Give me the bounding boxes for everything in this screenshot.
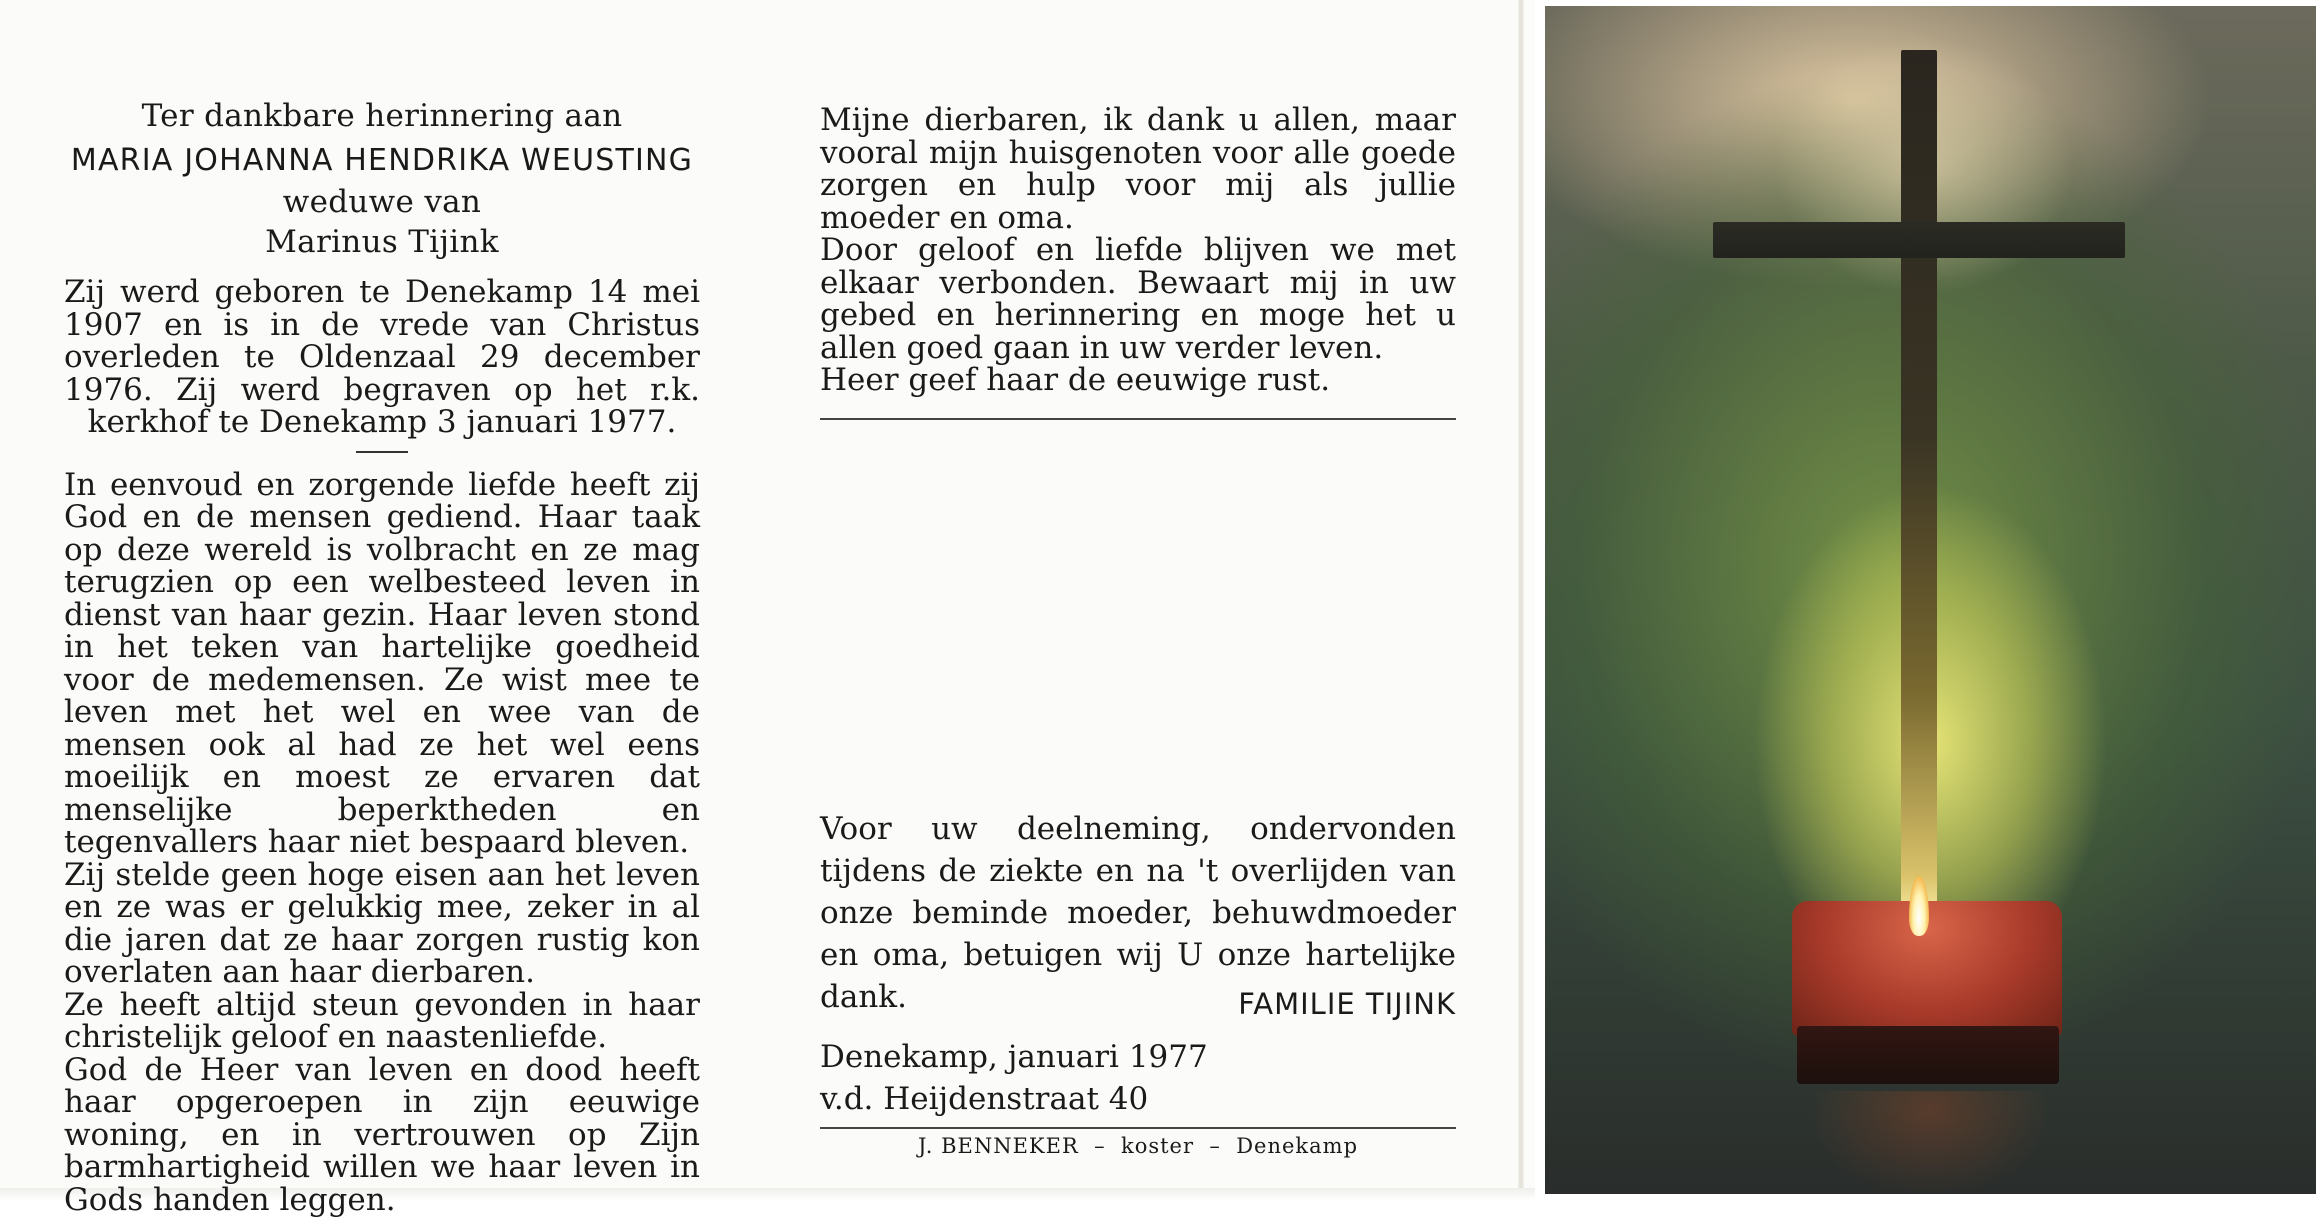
prayer-paragraph: Mijne dierbaren, ik dank u allen, maar vooral mijn huisgenoten voor alle goede zorgen en hulp voor mij als jullie moeder en oma. [820, 102, 1456, 236]
prayer-text [820, 104, 1456, 397]
deceased-name: MARIA JOHANNA HENDRIKA WEUSTING [70, 143, 694, 178]
prayer-divider [820, 418, 1456, 420]
left-column [64, 96, 700, 1216]
candle-base [1797, 1026, 2059, 1084]
tribute-paragraph: God de Heer van leven en dood heeft haar opgeroepen in zijn eeuwige woning, en in vertrouwen op Zijn barmhartigheid willen we haar leven in Gods handen leggen. [64, 1051, 700, 1218]
tribute-text [64, 466, 700, 1218]
widow-of-line: weduwe van [282, 184, 482, 220]
thanks-paragraph: Voor uw deelneming, ondervonden tijdens de ziekte en na 't overlijden van onze beminde moeder, behuwdmoeder en oma, betuigen wij U onze hartelijke dank. [820, 811, 1456, 1015]
family-signature: FAMILIE TIJINK [1238, 987, 1456, 1021]
intro-line: Ter dankbare herinnering aan [141, 98, 623, 134]
spouse-name: Marinus Tijink [265, 224, 499, 260]
tribute-paragraph: Ze heeft altijd steun gevonden in haar christelijk geloof en naastenliefde. [64, 986, 700, 1055]
candle-reflection [1815, 1091, 2045, 1191]
cross-icon [1901, 50, 1937, 910]
place-and-address [820, 1036, 1208, 1120]
printer-divider [820, 1127, 1456, 1129]
place-date: Denekamp, januari 1977 [820, 1039, 1208, 1075]
address-line: v.d. Heijdenstraat 40 [820, 1081, 1149, 1117]
short-divider [356, 451, 408, 453]
prayer-paragraph: Heer geef haar de eeuwige rust. [820, 362, 1331, 398]
card-fold [1518, 0, 1524, 1188]
tribute-paragraph: Zij stelde geen hoge eisen aan het leven en ze was er gelukkig mee, zeker in al die jaren dat ze haar zorgen rustig kon overlaten aan haar dierbaren. [64, 856, 700, 990]
tribute-paragraph: In eenvoud en zorgende liefde heeft zij God en de mensen gediend. Haar taak op deze wereld is volbracht en ze mag terugzien op een welbesteed leven in dienst van haar gezin. Haar leven stond in het teken van hartelijke goedheid voor de medemensen. Ze wist mee te leven met het wel en wee van de mensen ook al had ze het wel eens moeilijk en moest ze ervaren dat menselijke beperktheden en tegenvallers haar niet bespaard bleven. [64, 466, 700, 860]
biography-paragraph: Zij werd geboren te Denekamp 14 mei 1907 en is in de vrede van Christus overleden te Oldenzaal 29 december 1976. Zij werd begraven op het r.k. kerkhof te Denekamp 3 januari 1977. [64, 274, 700, 440]
printer-credit: J. BENNEKER – koster – Denekamp [917, 1134, 1359, 1158]
prayer-paragraph: Door geloof en liefde blijven we met elkaar verbonden. Bewaart mij in uw gebed en herinnering en moge het u allen goed gaan in uw verder leven. [820, 232, 1456, 366]
cross-with-candle-image [1545, 6, 2316, 1194]
cross-crossbar [1713, 222, 2125, 258]
